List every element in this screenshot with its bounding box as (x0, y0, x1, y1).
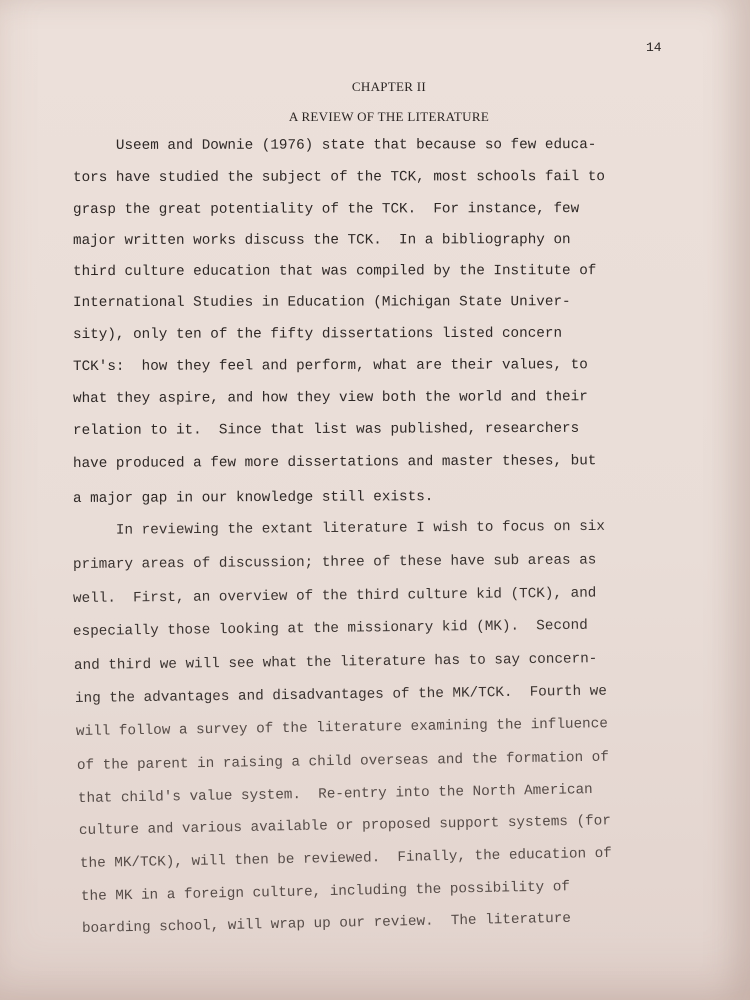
text-line: culture and various available or proposed support systems (for (78, 813, 611, 839)
text-line: ing the advantages and disadvantages of the MK/TCK. Fourth we (74, 683, 607, 707)
text-line: especially those looking at the missionary kid (MK). Second (72, 617, 588, 640)
text-line: third culture education that was compiled by the Institute of (72, 263, 597, 280)
text-line: Useem and Downie (1976) state that because so few educa- (72, 137, 597, 154)
section-title: A REVIEW OF THE LITERATURE (288, 109, 490, 124)
text-line: will follow a survey of the literature examining the influence (75, 716, 608, 740)
text-line: primary areas of discussion; three of these have sub areas as (72, 552, 597, 573)
text-line: what they aspire, and how they view both the world and their (72, 389, 588, 407)
text-line: In reviewing the extant literature I wish to focus on six (72, 518, 605, 539)
text-line: tors have studied the subject of the TCK, most schools fail to (72, 169, 605, 186)
text-line: well. First, an overview of the third culture kid (TCK), and (72, 585, 597, 607)
text-line: grasp the great potentiality of the TCK. For instance, few (72, 201, 580, 218)
text-line: TCK's: how they feel and perform, what are their values, to (72, 357, 588, 375)
text-line: the MK/TCK), will then be reviewed. Finally, the education of (79, 845, 612, 872)
text-line: that child's value system. Re-entry into the North American (77, 782, 593, 807)
text-line: International Studies in Education (Michigan State Univer- (72, 294, 571, 311)
text-line: of the parent in raising a child overseas and the formation of (76, 749, 609, 774)
text-line: and third we will see what the literature has to say concern- (73, 651, 598, 674)
text-line: major written works discuss the TCK. In a bibliography on (72, 232, 571, 249)
chapter-heading: CHAPTER II (351, 79, 427, 94)
text-line: a major gap in our knowledge still exists. (72, 489, 434, 507)
text-line: sity), only ten of the fifty dissertations listed concern (72, 325, 563, 343)
page-number: 14 (646, 40, 662, 55)
text-line: boarding school, will wrap up our review. The literature (81, 910, 572, 937)
text-line: relation to it. Since that list was published, researchers (72, 420, 580, 439)
text-line: have produced a few more dissertations and master theses, but (72, 453, 597, 472)
text-line: the MK in a foreign culture, including the possibility of (80, 879, 571, 905)
